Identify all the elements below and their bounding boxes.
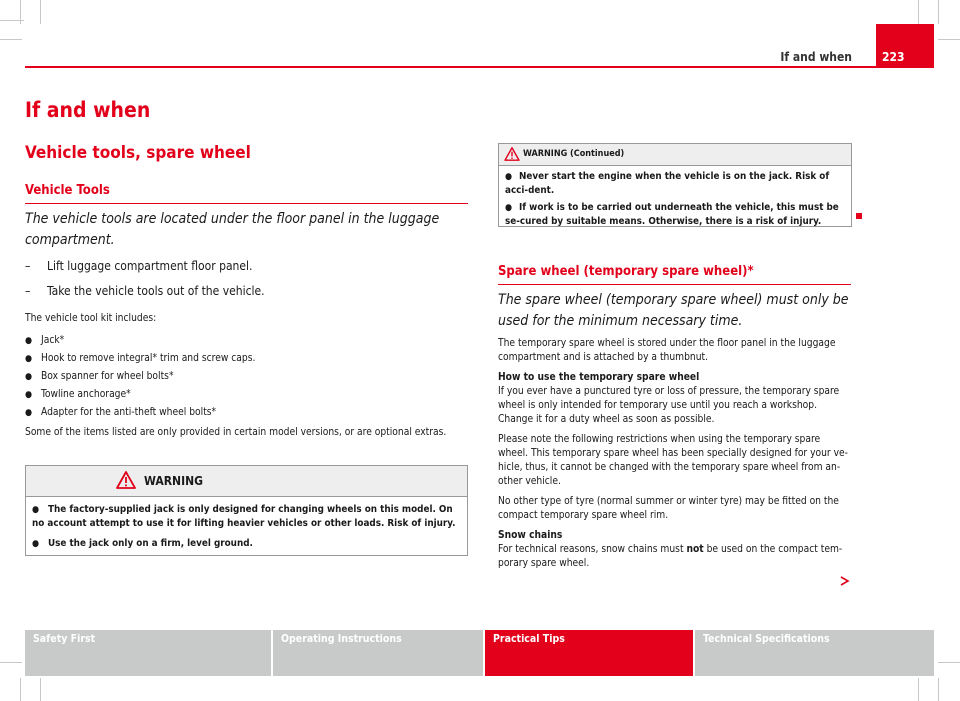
bullet: ● <box>505 203 513 213</box>
warning-item-text: Use the jack only on a firm, level ground. <box>48 538 253 549</box>
footer-tab-practical-tips[interactable]: Practical Tips <box>485 630 693 676</box>
warning-body <box>26 497 467 551</box>
crop-mark <box>938 678 939 701</box>
bullet: ● <box>32 539 40 549</box>
crop-mark <box>938 662 960 663</box>
spare-wheel-lead: The spare wheel (temporary spare wheel) must only be used for the minimum necessary time. <box>498 292 849 329</box>
footer-tab-safety-first[interactable]: Safety First <box>25 630 271 676</box>
warning-item <box>32 537 461 551</box>
bullet: ● <box>25 390 33 400</box>
crop-mark <box>0 39 22 40</box>
paragraph: No other type of tyre (normal summer or winter tyre) may be fitted on the compact temporary spare wheel rim. <box>498 496 839 521</box>
bullet: ● <box>25 354 33 364</box>
step-text: Take the vehicle tools out of the vehicle. <box>47 284 265 298</box>
heading-rule <box>25 203 468 204</box>
warning-title: WARNING <box>144 474 203 488</box>
dash-marker: – <box>25 259 31 273</box>
warning-item <box>505 170 845 198</box>
crop-mark <box>918 678 919 701</box>
list-item <box>25 370 174 384</box>
warning-triangle-icon <box>116 471 136 489</box>
list-item <box>25 334 64 348</box>
dash-marker: – <box>25 284 31 298</box>
warning-body <box>499 166 851 229</box>
chapter-title: If and when <box>25 98 151 122</box>
bullet: ● <box>25 372 33 382</box>
page-number: 223 <box>876 24 934 68</box>
warning-item <box>32 503 461 531</box>
list-item <box>25 406 216 420</box>
warning-box <box>25 465 468 556</box>
crop-mark <box>40 0 41 24</box>
paragraph: Please note the following restrictions when using the temporary spare wheel. This temporary spare wheel has been specially designed for your ve-hicle, thus, it cannot be changed with the temporary spare wheel from an-other vehicle. <box>498 434 848 487</box>
running-header-title: If and when <box>780 50 852 64</box>
crop-mark <box>0 20 24 21</box>
vehicle-tools-heading: Vehicle Tools <box>25 183 110 198</box>
how-to-use-heading: How to use the temporary spare wheel <box>498 372 700 383</box>
crop-mark <box>0 662 22 663</box>
bullet: ● <box>32 505 40 515</box>
list-item-text: Jack* <box>41 335 65 346</box>
list-item-text: Box spanner for wheel bolts* <box>41 371 174 382</box>
crop-mark <box>918 0 919 24</box>
bullet: ● <box>505 172 513 182</box>
text-run: For technical reasons, snow chains must <box>498 544 687 555</box>
snow-chains-heading: Snow chains <box>498 530 563 541</box>
warning-header <box>26 466 467 497</box>
crop-mark <box>20 678 21 701</box>
list-item <box>25 388 131 402</box>
section-end-square-icon <box>856 213 862 219</box>
warning-item-text: If work is to be carried out underneath the vehicle, this must be se-cured by suitable means. Otherwise, there is a risk of injury. <box>505 202 839 227</box>
footer-tab-technical-specifications[interactable]: Technical Specifications <box>695 630 934 676</box>
header-rule <box>25 66 934 68</box>
bullet: ● <box>25 408 33 418</box>
bullet: ● <box>25 336 33 346</box>
kit-note: Some of the items listed are only provided in certain model versions, or are optional extras. <box>25 427 447 438</box>
warning-continued-box <box>498 143 852 227</box>
paragraph: The temporary spare wheel is stored under the floor panel in the luggage compartment and is attached by a thumbnut. <box>498 338 836 363</box>
warning-item <box>505 201 845 229</box>
step-item <box>25 283 265 299</box>
text-run: be used on the compact tem-porary spare wheel. <box>498 544 843 569</box>
warning-triangle-icon <box>504 147 520 161</box>
warning-title: WARNING (Continued) <box>523 149 625 159</box>
crop-mark <box>938 0 939 24</box>
continue-arrow-icon <box>840 576 850 586</box>
spare-wheel-heading: Spare wheel (temporary spare wheel)* <box>498 264 754 279</box>
list-item-text: Hook to remove integral* trim and screw caps. <box>41 353 256 364</box>
paragraph <box>498 543 853 571</box>
crop-mark <box>938 39 960 40</box>
footer-tab-operating-instructions[interactable]: Operating Instructions <box>273 630 483 676</box>
paragraph: If you ever have a punctured tyre or loss of pressure, the temporary spare wheel is only intended for temporary use until you reach a workshop. Change it for a duty wheel as soon as possible. <box>498 386 840 425</box>
heading-rule <box>498 284 851 285</box>
kit-intro: The vehicle tool kit includes: <box>25 313 157 324</box>
spare-wheel-body <box>498 337 853 577</box>
warning-item-text: The factory-supplied jack is only designed for changing wheels on this model. On no account attempt to use it for lifting heavier vehicles or other loads. Risk of injury. <box>32 504 456 529</box>
step-item <box>25 258 252 274</box>
warning-item-text: Never start the engine when the vehicle is on the jack. Risk of acci-dent. <box>505 171 830 196</box>
list-item-text: Adapter for the anti-theft wheel bolts* <box>41 407 217 418</box>
warning-header <box>499 144 851 166</box>
emphasis: not <box>686 544 704 555</box>
crop-mark <box>40 678 41 701</box>
list-item <box>25 352 255 366</box>
list-item-text: Towline anchorage* <box>41 389 131 400</box>
vehicle-tools-lead: The vehicle tools are located under the floor panel in the luggage compartment. <box>25 211 440 248</box>
section-title: Vehicle tools, spare wheel <box>25 143 251 163</box>
step-text: Lift luggage compartment floor panel. <box>47 259 253 273</box>
